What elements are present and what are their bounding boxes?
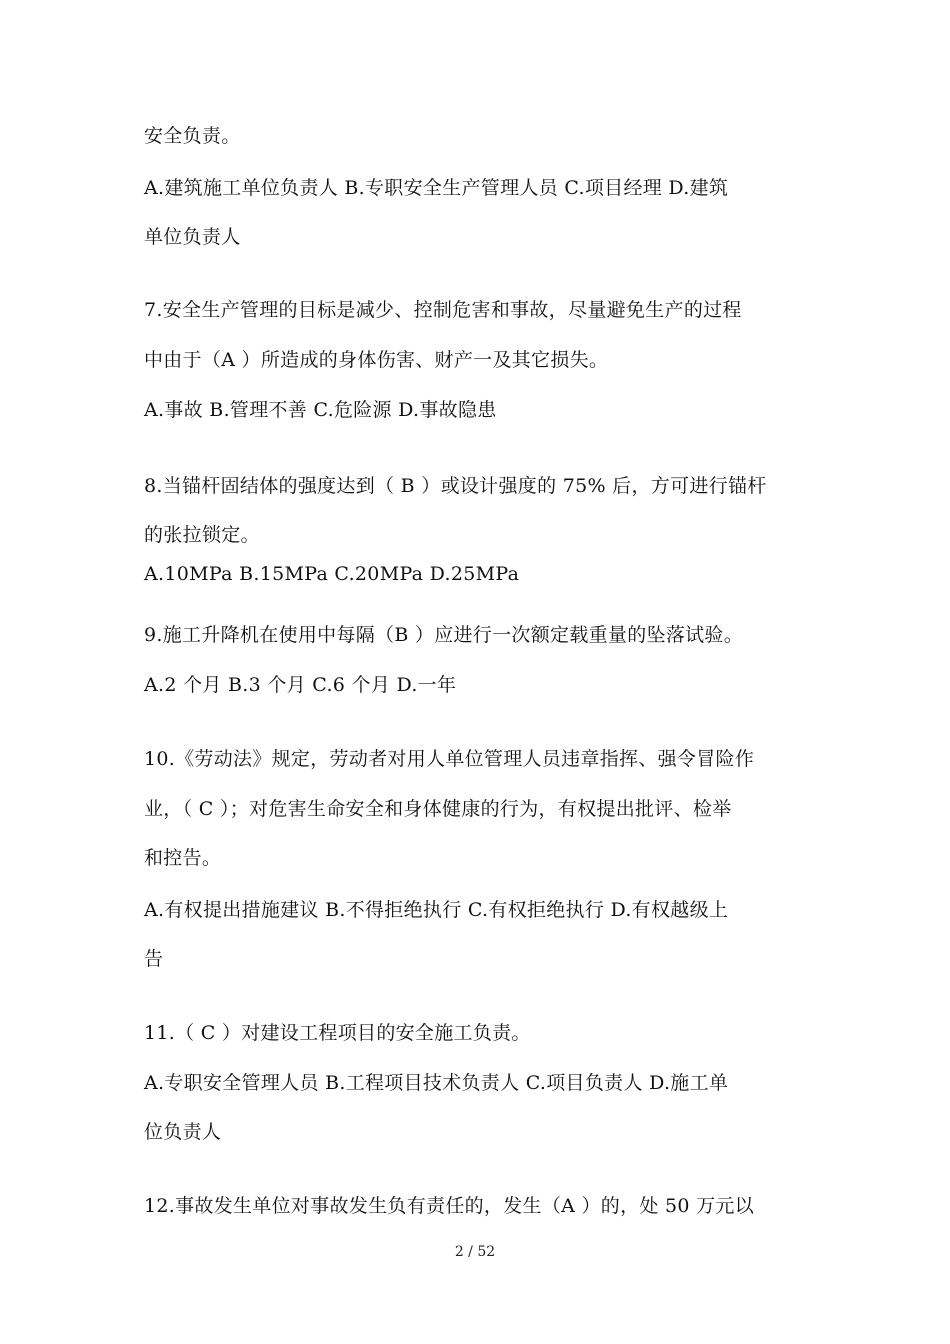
question-11: 11.（ C ）对建设工程项目的安全施工负责。 <box>144 1022 531 1044</box>
text-line: 告 <box>144 948 164 970</box>
options-line: A.有权提出措施建议 B.不得拒绝执行 C.有权拒绝执行 D.有权越级上 <box>144 899 729 921</box>
text-line: 和控告。 <box>144 847 222 869</box>
options-line: A.10MPa B.15MPa C.20MPa D.25MPa <box>144 563 520 585</box>
text-line: 位负责人 <box>144 1121 222 1143</box>
page-number: 2 / 52 <box>454 1244 496 1260</box>
options-line: A.2 个月 B.3 个月 C.6 个月 D.一年 <box>144 674 457 696</box>
question-9: 9.施工升降机在使用中每隔（B ）应进行一次额定载重量的坠落试验。 <box>144 624 744 646</box>
question-7: 7.安全生产管理的目标是减少、控制危害和事故，尽量避免生产的过程 <box>144 299 742 321</box>
text-line: 业，（ C ）；对危害生命安全和身体健康的行为，有权提出批评、检举 <box>144 798 732 820</box>
question-8: 8.当锚杆固结体的强度达到（ B ）或设计强度的 75% 后，方可进行锚杆 <box>144 475 767 497</box>
text-line: 单位负责人 <box>144 226 241 248</box>
options-line: A.事故 B.管理不善 C.危险源 D.事故隐患 <box>144 399 497 421</box>
options-line: A.专职安全管理人员 B.工程项目技术负责人 C.项目负责人 D.施工单 <box>144 1072 729 1094</box>
text-line: A.建筑施工单位负责人 B.专职安全生产管理人员 C.项目经理 D.建筑 <box>144 177 729 199</box>
question-12: 12.事故发生单位对事故发生负有责任的，发生（A ）的，处 50 万元以 <box>144 1195 755 1217</box>
text-line: 中由于（A ）所造成的身体伤害、财产一及其它损失。 <box>144 349 609 371</box>
text-line: 的张拉锁定。 <box>144 524 260 546</box>
text-line: 安全负责。 <box>144 125 241 147</box>
question-10: 10.《劳动法》规定，劳动者对用人单位管理人员违章指挥、强令冒险作 <box>144 748 755 770</box>
